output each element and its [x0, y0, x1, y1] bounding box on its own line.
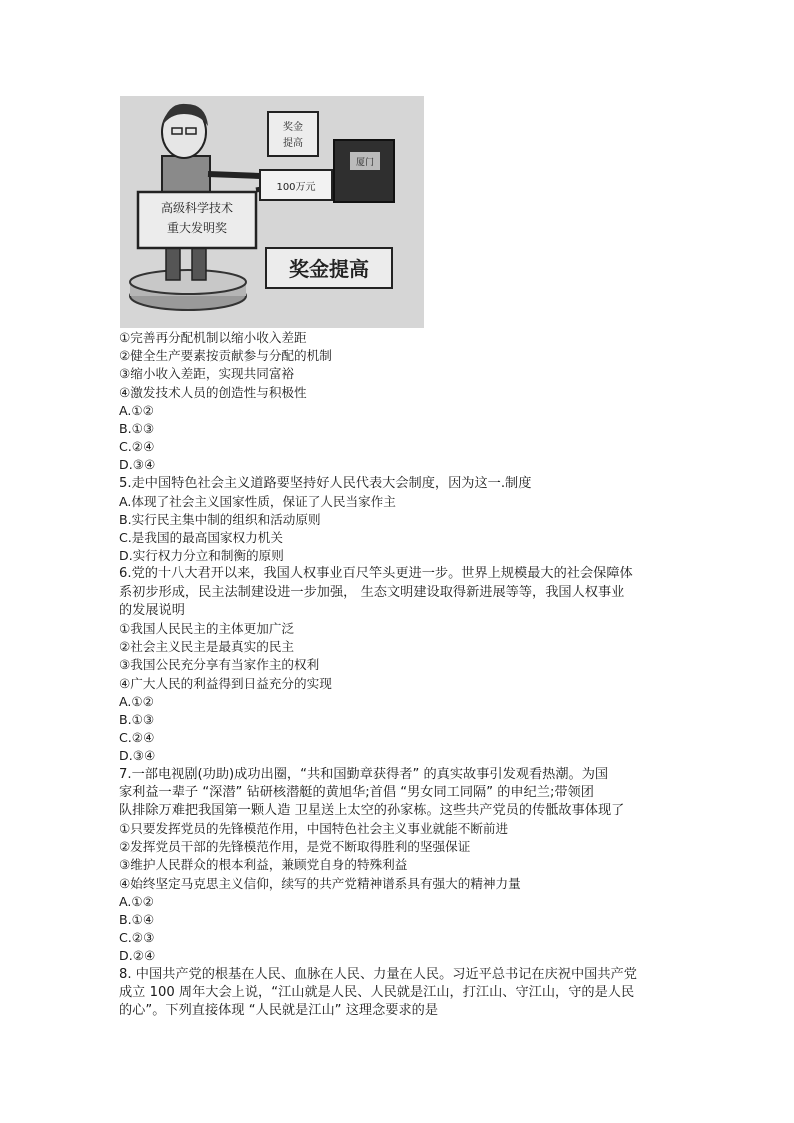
- q6-stem-line-3: 的发展说明: [119, 602, 185, 618]
- svg-text:重大发明奖: 重大发明奖: [166, 221, 228, 235]
- q6-option-d: D.③④: [119, 748, 156, 764]
- q6-option-b: B.①③: [119, 711, 155, 727]
- q7-statement-4: ④始终坚定马克思主义信仰，续写的共产党精神谱系具有强大的精神力量: [119, 875, 521, 891]
- q5-option-a: A.体现了社会主义国家性质，保证了人民当家作主: [119, 493, 396, 509]
- exam-text: [119, 329, 679, 1020]
- q6-statement-2: ②社会主义民主是最真实的民主: [119, 639, 295, 655]
- svg-text:提高: 提高: [283, 138, 303, 149]
- q4-statement-1: ①完善再分配机制以缩小收入差距: [119, 330, 307, 345]
- q7-option-c: C.②③: [119, 930, 155, 946]
- q6-stem-line-1: 6.党的十八大君开以来，我国人权事业百尺竿头更进一步。世界上规模最大的社会保障体: [119, 566, 633, 582]
- q7-option-d: D.②④: [119, 948, 156, 964]
- q4-option-d: D.③④: [119, 457, 156, 473]
- svg-text:厦门: 厦门: [355, 158, 375, 168]
- q7-stem-line-2: 家利益一辈子 “深潜” 钻研核潜艇的黄旭华;首倡 “男女同工同隔” 的申纪兰;带领团: [119, 784, 594, 800]
- q8-stem-line-2: 成立 100 周年大会上说，“江山就是人民、人民就是江山，打江山、守江山，守的是人民: [119, 984, 635, 1000]
- q7-option-b: B.①④: [119, 912, 155, 927]
- q4-statement-2: ②健全生产要素按贡献参与分配的机制: [119, 348, 332, 364]
- q8-stem-line-3: 的心”。下列直接体现 “人民就是江山” 这理念要求的是: [119, 1002, 439, 1018]
- q7-stem-line-3: 队排除万难把我国第一颗人造 卫星送上太空的孙家栋。这些共产党员的传骶故事体现了: [119, 802, 625, 818]
- q4-option-c: C.②④: [119, 439, 155, 455]
- q5-option-d: D.实行权力分立和制衡的原则: [119, 548, 284, 564]
- q7-statement-3: ③维护人民群众的根本利益，兼顾党自身的特殊利益: [119, 857, 408, 873]
- q7-option-a: A.①②: [119, 893, 154, 909]
- q6-statement-3: ③我国公民充分享有当家作主的权利: [119, 657, 320, 673]
- q8-stem-line-1: 8. 中国共产党的根基在人民、血脉在人民、力量在人民。习近平总书记在庆祝中国共产党: [119, 966, 637, 982]
- q4-option-b: B.①③: [119, 420, 155, 436]
- q5-option-b: B.实行民主集中制的组织和活动原则: [119, 511, 321, 527]
- cartoon-illustration: [120, 96, 424, 328]
- q5-option-c: C.是我国的最高国家权力机关: [119, 530, 283, 546]
- svg-text:高级科学技术: 高级科学技术: [160, 201, 234, 215]
- q5-stem: 5.走中国特色社会主义道路要坚持好人民代表大会制度，因为这一.制度: [119, 475, 532, 491]
- q6-option-c: C.②④: [119, 730, 155, 746]
- q4-statement-4: ④激发技术人员的创造性与积极性: [119, 384, 307, 400]
- q4-statement-3: ③缩小收入差距，实现共同富裕: [119, 366, 295, 382]
- q7-statement-2: ②发挥党员干部的先锋模范作用，是党不断取得胜利的坚强保证: [119, 839, 471, 855]
- svg-text:奖金: 奖金: [283, 122, 303, 133]
- q6-statement-4: ④广大人民的利益得到日益充分的实现: [119, 675, 332, 691]
- q6-statement-1: ①我国人民民主的主体更加广泛: [119, 621, 295, 636]
- q6-stem-line-2: 系初步形成，民主法制建设进一步加强， 生态文明建设取得新进展等等，我国人权事业: [119, 584, 625, 600]
- svg-text:100万元: 100万元: [276, 182, 316, 193]
- q7-stem-line-1: 7.一部电视剧(功助)成功出圈，“共和国勤章获得者” 的真实故事引发观看热潮。为国: [119, 766, 609, 782]
- q4-option-a: A.①②: [119, 402, 154, 418]
- q7-statement-1: ①只要发挥党员的先锋模范作用，中国特色社会主义事业就能不断前进: [119, 821, 509, 837]
- svg-text:奖金提高: 奖金提高: [289, 257, 369, 281]
- q6-option-a: A.①②: [119, 693, 154, 709]
